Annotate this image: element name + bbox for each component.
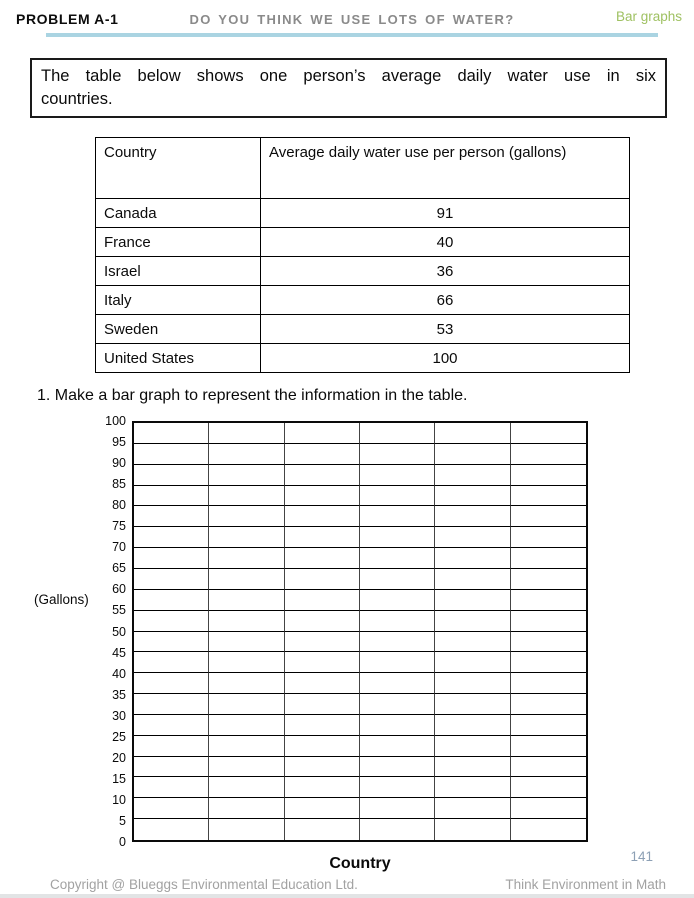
y-tick-label: 10 xyxy=(112,792,126,807)
grid-cell xyxy=(511,569,586,590)
grid-cell xyxy=(134,736,209,757)
grid-cell xyxy=(285,652,360,673)
table-row xyxy=(96,257,630,286)
country-cell: Canada xyxy=(96,199,261,228)
y-tick-label: 100 xyxy=(105,414,126,428)
grid-cell xyxy=(511,486,586,507)
grid-cell xyxy=(360,527,435,548)
grid-cell xyxy=(511,632,586,653)
grid-cell xyxy=(285,632,360,653)
grid-cell xyxy=(285,590,360,611)
grid-cell xyxy=(209,486,284,507)
grid-cell xyxy=(360,819,435,840)
grid-cell xyxy=(285,465,360,486)
grid-cell xyxy=(285,569,360,590)
grid-cell xyxy=(435,611,510,632)
grid-cell xyxy=(209,611,284,632)
grid-cell xyxy=(134,694,209,715)
grid-cell xyxy=(209,673,284,694)
country-cell: Sweden xyxy=(96,315,261,344)
grid-cell xyxy=(209,757,284,778)
grid-cell xyxy=(209,798,284,819)
grid-cell xyxy=(511,611,586,632)
question-text: 1. Make a bar graph to represent the information in the table. xyxy=(37,387,468,404)
country-cell: France xyxy=(96,228,261,257)
grid-cell xyxy=(209,506,284,527)
grid-cell xyxy=(360,632,435,653)
bar-graph-grid xyxy=(132,421,588,842)
header-divider-line xyxy=(46,33,658,37)
intro-text-line2: countries. xyxy=(41,90,113,109)
grid-cell xyxy=(360,548,435,569)
grid-cell xyxy=(435,777,510,798)
grid-cell xyxy=(134,673,209,694)
y-tick-label: 55 xyxy=(112,603,126,618)
grid-cell xyxy=(209,819,284,840)
grid-cell xyxy=(209,736,284,757)
y-tick-label: 80 xyxy=(112,498,126,513)
country-cell: Italy xyxy=(96,286,261,315)
y-axis-title: (Gallons) xyxy=(34,592,89,607)
grid-cell xyxy=(435,652,510,673)
grid-cell xyxy=(435,673,510,694)
grid-cell xyxy=(285,506,360,527)
grid-cell xyxy=(435,819,510,840)
grid-cell xyxy=(285,673,360,694)
grid-cell xyxy=(511,798,586,819)
y-tick-label: 15 xyxy=(112,771,126,786)
grid-cell xyxy=(134,590,209,611)
grid-cell xyxy=(285,548,360,569)
grid-cell xyxy=(360,777,435,798)
y-axis-ticks xyxy=(60,414,126,849)
grid-cell xyxy=(209,694,284,715)
grid-cell xyxy=(209,548,284,569)
table-row xyxy=(96,344,630,373)
country-cell: United States xyxy=(96,344,261,373)
grid-cell xyxy=(209,715,284,736)
grid-cell xyxy=(134,548,209,569)
table-row xyxy=(96,286,630,315)
grid-cell xyxy=(360,736,435,757)
copyright-text: Copyright @ Blueggs Environmental Education Ltd. xyxy=(50,877,358,892)
grid-cell xyxy=(285,715,360,736)
water-use-table xyxy=(95,137,630,373)
grid-cell xyxy=(360,652,435,673)
table-row xyxy=(96,199,630,228)
grid-cell xyxy=(209,632,284,653)
grid-cell xyxy=(511,736,586,757)
y-tick-label: 95 xyxy=(112,435,126,450)
value-cell: 66 xyxy=(261,286,630,315)
grid-cell xyxy=(134,611,209,632)
grid-cell xyxy=(134,819,209,840)
grid-cell xyxy=(511,673,586,694)
y-tick-label: 60 xyxy=(112,582,126,597)
grid-cell xyxy=(285,798,360,819)
grid-cell xyxy=(209,444,284,465)
grid-cell xyxy=(360,673,435,694)
grid-cell xyxy=(511,465,586,486)
grid-cell xyxy=(511,694,586,715)
value-cell: 36 xyxy=(261,257,630,286)
grid-cell xyxy=(134,652,209,673)
value-cell: 100 xyxy=(261,344,630,373)
grid-cell xyxy=(209,590,284,611)
grid-cell xyxy=(134,632,209,653)
grid-cell xyxy=(511,527,586,548)
y-tick-label: 5 xyxy=(119,813,126,828)
grid-cell xyxy=(134,486,209,507)
grid-cell xyxy=(435,632,510,653)
page-bottom-edge xyxy=(0,894,694,898)
grid-cell xyxy=(360,465,435,486)
grid-cell xyxy=(435,736,510,757)
grid-cell xyxy=(511,819,586,840)
grid-cell xyxy=(360,423,435,444)
y-tick-label: 75 xyxy=(112,519,126,534)
grid-cell xyxy=(511,652,586,673)
grid-cell xyxy=(209,465,284,486)
x-axis-title: Country xyxy=(329,855,391,872)
table-row xyxy=(96,315,630,344)
grid-cell xyxy=(209,527,284,548)
grid-cell xyxy=(209,423,284,444)
grid-cell xyxy=(134,444,209,465)
value-cell: 53 xyxy=(261,315,630,344)
grid-cell xyxy=(511,777,586,798)
grid-cell xyxy=(360,694,435,715)
y-tick-label: 65 xyxy=(112,561,126,576)
grid-cell xyxy=(435,694,510,715)
grid-cell xyxy=(134,757,209,778)
grid-cell xyxy=(209,652,284,673)
grid-cell xyxy=(511,506,586,527)
intro-box xyxy=(30,58,667,118)
grid-cell xyxy=(360,569,435,590)
grid-cell xyxy=(435,590,510,611)
grid-cell xyxy=(511,757,586,778)
grid-cell xyxy=(435,548,510,569)
page-number: 141 xyxy=(630,849,653,864)
grid-cell xyxy=(134,798,209,819)
grid-cell xyxy=(360,798,435,819)
grid-cell xyxy=(285,777,360,798)
y-tick-label: 70 xyxy=(112,540,126,555)
y-tick-label: 45 xyxy=(112,645,126,660)
grid-cell xyxy=(285,527,360,548)
grid-cell xyxy=(435,465,510,486)
grid-cell xyxy=(360,715,435,736)
grid-cell xyxy=(435,486,510,507)
grid-cell xyxy=(209,569,284,590)
grid-cell xyxy=(134,423,209,444)
grid-cell xyxy=(209,777,284,798)
grid-cell xyxy=(435,527,510,548)
y-tick-label: 90 xyxy=(112,456,126,471)
grid-cell xyxy=(285,423,360,444)
grid-cell xyxy=(285,694,360,715)
grid-cell xyxy=(360,757,435,778)
grid-cell xyxy=(285,757,360,778)
y-tick-label: 0 xyxy=(119,835,126,849)
country-cell: Israel xyxy=(96,257,261,286)
grid-cell xyxy=(435,423,510,444)
grid-cell xyxy=(511,715,586,736)
table-header-country: Country xyxy=(96,138,261,199)
grid-cell xyxy=(285,819,360,840)
y-tick-label: 40 xyxy=(112,666,126,681)
grid-cell xyxy=(360,506,435,527)
grid-cell xyxy=(134,527,209,548)
grid-cell xyxy=(134,569,209,590)
y-tick-label: 30 xyxy=(112,708,126,723)
y-tick-label: 35 xyxy=(112,687,126,702)
grid-cell xyxy=(285,736,360,757)
grid-cell xyxy=(511,444,586,465)
grid-cell xyxy=(435,798,510,819)
grid-cell xyxy=(285,486,360,507)
problem-label: PROBLEM A-1 xyxy=(16,11,119,27)
grid-cell xyxy=(435,569,510,590)
table-header-row xyxy=(96,138,630,199)
grid-cell xyxy=(511,423,586,444)
grid-cell xyxy=(285,444,360,465)
grid-cell xyxy=(134,465,209,486)
grid-cell xyxy=(435,715,510,736)
grid-cell xyxy=(360,611,435,632)
intro-text-line1: The table below shows one person’s average daily water use in six xyxy=(41,67,656,85)
y-tick-label: 50 xyxy=(112,624,126,639)
topic-label: Bar graphs xyxy=(615,9,682,24)
grid-cell xyxy=(134,506,209,527)
grid-cell xyxy=(435,444,510,465)
page-title: DO YOU THINK WE USE LOTS OF WATER? xyxy=(189,12,515,27)
grid-cell xyxy=(360,444,435,465)
table-header-value: Average daily water use per person (gallons) xyxy=(261,138,630,199)
grid-cell xyxy=(134,777,209,798)
grid-cell xyxy=(435,757,510,778)
y-tick-label: 25 xyxy=(112,729,126,744)
value-cell: 91 xyxy=(261,199,630,228)
grid-cell xyxy=(435,506,510,527)
grid-cell xyxy=(360,590,435,611)
y-tick-label: 85 xyxy=(112,477,126,492)
grid-cell xyxy=(134,715,209,736)
footer-right-text: Think Environment in Math xyxy=(505,877,666,892)
table-row xyxy=(96,228,630,257)
y-tick-label: 20 xyxy=(112,750,126,765)
value-cell: 40 xyxy=(261,228,630,257)
grid-cell xyxy=(511,590,586,611)
grid-cell xyxy=(511,548,586,569)
grid-cell xyxy=(360,486,435,507)
grid-cell xyxy=(285,611,360,632)
